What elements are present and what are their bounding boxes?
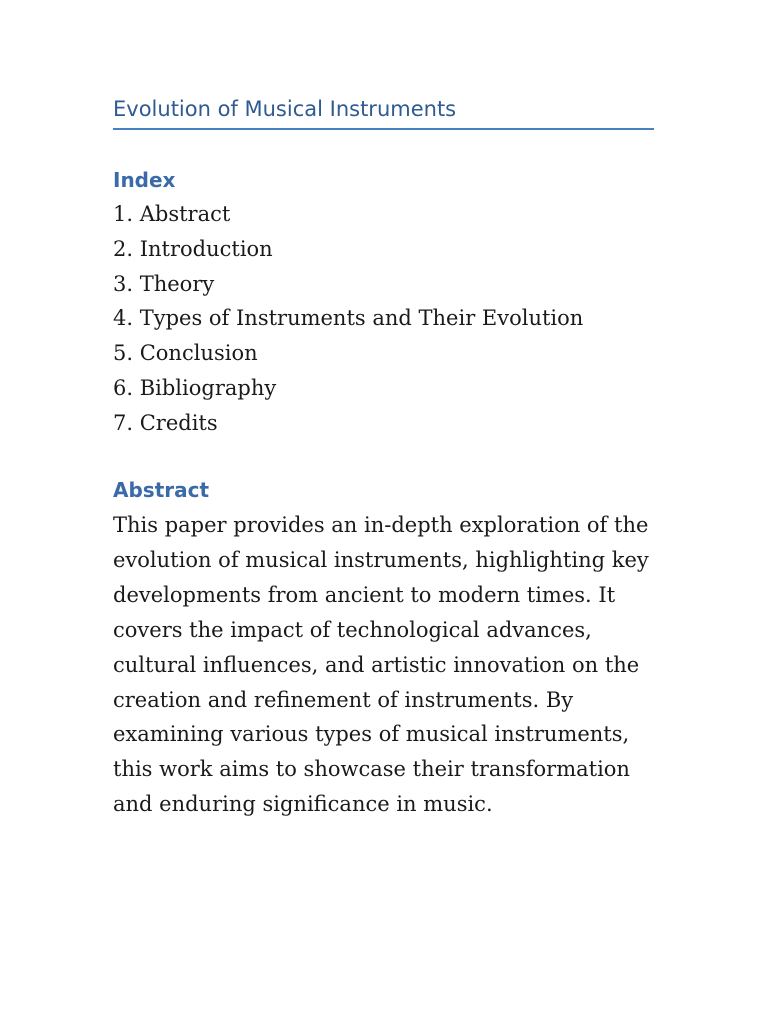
abstract-line: This paper provides an in-depth exploration of the — [113, 513, 649, 537]
document-title: Evolution of Musical Instruments — [113, 94, 654, 130]
index-list — [113, 197, 583, 441]
index-item-introduction: 2. Introduction — [113, 236, 273, 261]
document-page — [113, 0, 658, 1024]
index-item-conclusion: 5. Conclusion — [113, 341, 258, 366]
index-heading: Index — [113, 168, 176, 192]
index-item-bibliography: 6. Bibliography — [113, 375, 277, 400]
abstract-line: developments from ancient to modern times. It — [113, 582, 616, 607]
abstract-line: creation and refinement of instruments. By — [113, 687, 574, 712]
abstract-line: this work aims to showcase their transformation — [113, 757, 630, 782]
abstract-paragraph — [113, 508, 658, 822]
index-item-abstract: 1. Abstract — [113, 202, 231, 226]
abstract-line: and enduring significance in music. — [113, 792, 493, 817]
abstract-line: covers the impact of technological advances, — [113, 617, 592, 642]
abstract-line: cultural influences, and artistic innovation on the — [113, 652, 640, 677]
abstract-line: evolution of musical instruments, highlighting key — [113, 547, 649, 572]
index-item-theory: 3. Theory — [113, 271, 215, 296]
abstract-line: examining various types of musical instruments, — [113, 722, 630, 747]
index-item-types: 4. Types of Instruments and Their Evolution — [113, 306, 584, 331]
abstract-heading: Abstract — [113, 478, 210, 502]
index-item-credits: 7. Credits — [113, 410, 218, 435]
